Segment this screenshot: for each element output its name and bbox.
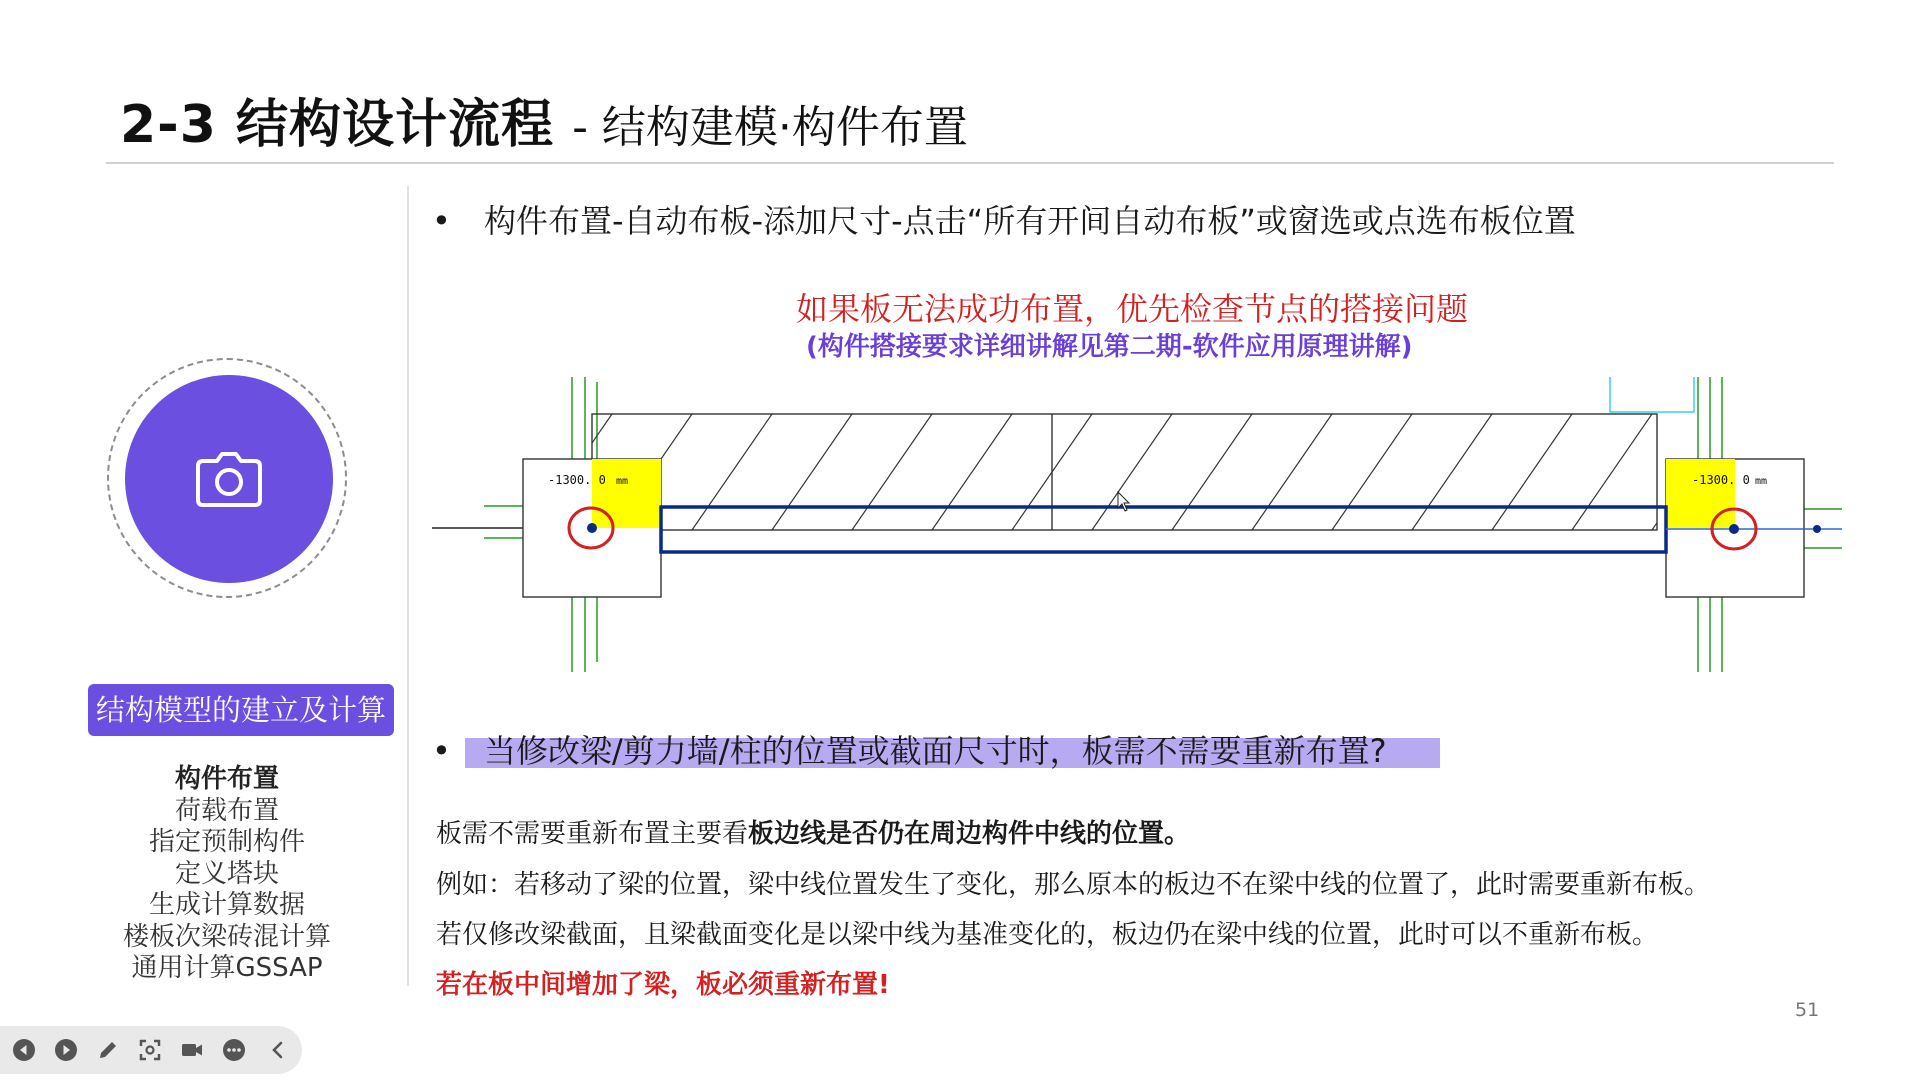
left-elevation-label: -1300. 0 (548, 473, 606, 487)
sidebar-item-tower-block[interactable]: 定义塔块 (174, 858, 279, 889)
vertical-divider (407, 186, 409, 986)
right-elevation-label: -1300. 0 (1692, 473, 1750, 487)
explanation-line-1-prefix: 板需不需要重新布置主要看 (436, 819, 749, 849)
next-icon[interactable] (54, 1038, 78, 1062)
collapse-icon[interactable] (266, 1038, 290, 1062)
title-subtitle: - 结构建模·构件布置 (572, 102, 968, 153)
bullet-mark: • (432, 202, 451, 240)
presentation-toolbar (0, 1026, 302, 1074)
sidebar-item-prefab[interactable]: 指定预制构件 (148, 827, 305, 857)
bullet-instruction (432, 196, 1576, 242)
camera-icon (195, 451, 263, 507)
bullet-mark: • (432, 732, 451, 770)
camera-badge (125, 375, 333, 583)
screenshot-icon[interactable] (138, 1038, 162, 1062)
cyan-line (1610, 377, 1694, 412)
reference-note: (构件搭接要求详细讲解见第二期-软件应用原理讲解) (806, 332, 1413, 362)
left-column-highlight (592, 459, 661, 528)
explanation-line-2: 例如：若移动了梁的位置，梁中线位置发生了变化，那么原本的板边不在梁中线的位置了，此时需要重新布板。 (436, 870, 1711, 900)
bullet-instruction-text: 构件布置-自动布板-添加尺寸-点击“所有开间自动布板”或窗选或点选布板位置 (484, 202, 1576, 240)
bullet-question-text: 当修改梁/剪力墙/柱的位置或截面尺寸时，板需不需要重新布置? (484, 732, 1387, 770)
more-icon[interactable] (222, 1038, 246, 1062)
cad-drawing (432, 372, 1842, 677)
explanation-line-1-bold: 板边线是否仍在周边构件中线的位置。 (748, 819, 1191, 849)
sidebar-item-component-layout[interactable]: 构件布置 (174, 764, 279, 794)
left-elevation-unit: mm (616, 476, 629, 487)
prev-icon[interactable] (12, 1038, 36, 1062)
explanation-line-3: 若仅修改梁截面，且梁截面变化是以梁中线为基准变化的，板边仍在梁中线的位置，此时可以不重新布板。 (436, 920, 1659, 950)
sidebar-item-load-layout[interactable]: 荷载布置 (174, 795, 279, 826)
bullet-question (432, 726, 1387, 772)
left-node[interactable] (587, 523, 597, 533)
sidebar-item-slab-calc[interactable]: 楼板次梁砖混计算 (122, 921, 331, 952)
slab-hatch (532, 414, 1732, 530)
title-main: 2-3 结构设计流程 (120, 95, 555, 155)
hatched-slab (592, 414, 1657, 530)
page-number: 51 (1795, 999, 1820, 1021)
right-elevation-unit: mm (1755, 476, 1768, 487)
video-icon[interactable] (180, 1038, 204, 1062)
right-node[interactable] (1729, 524, 1739, 534)
title-divider (106, 162, 1834, 164)
sidebar-menu (100, 764, 354, 985)
explanation-line-1 (436, 813, 1190, 850)
explanation-conclusion: 若在板中间增加了梁，板必须重新布置! (436, 970, 890, 1000)
section-badge[interactable]: 结构模型的建立及计算 (88, 684, 394, 736)
sidebar-item-gssap[interactable]: 通用计算GSSAP (131, 953, 323, 983)
page-title (120, 82, 968, 155)
sidebar-item-generate-data[interactable]: 生成计算数据 (148, 890, 305, 920)
right-column-highlight (1666, 459, 1735, 528)
warning-note: 如果板无法成功布置，优先检查节点的搭接问题 (796, 290, 1469, 328)
pen-icon[interactable] (96, 1038, 120, 1062)
